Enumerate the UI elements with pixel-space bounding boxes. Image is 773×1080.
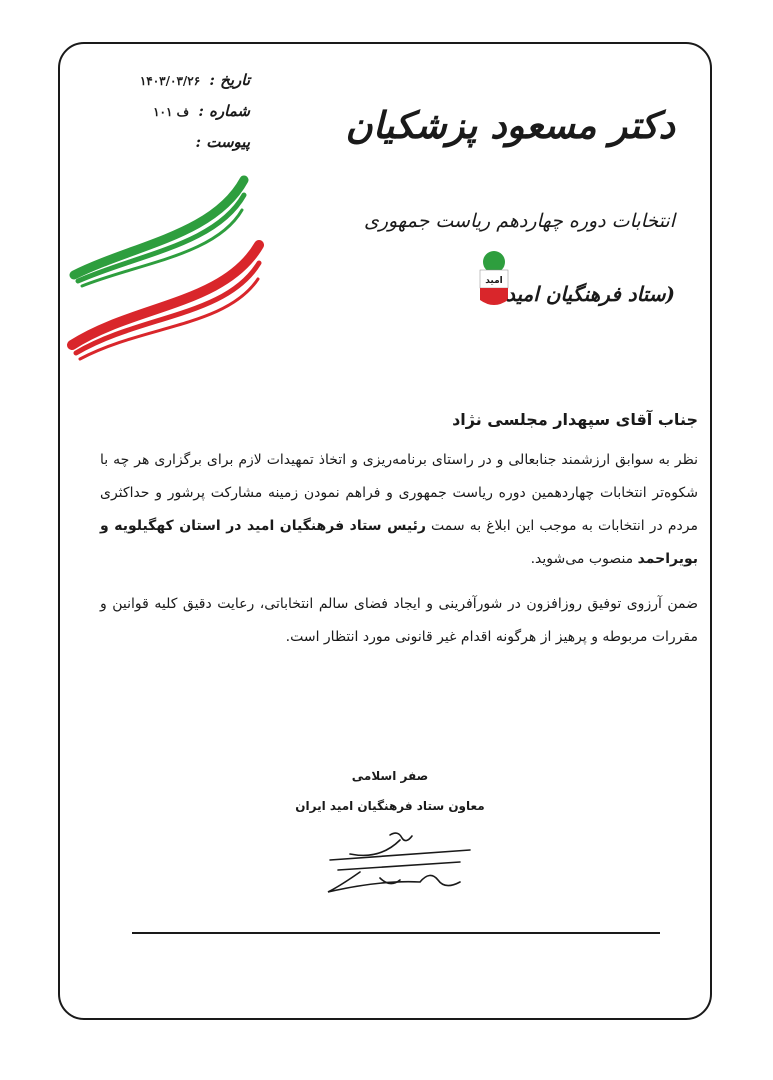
letter-meta — [80, 70, 250, 162]
hq-name: (ستاد فرهنگیان امید — [505, 282, 675, 306]
paragraph-1-position: رئیس ستاد فرهنگیان امید در استان کهگیلویه و بویراحمد — [100, 518, 698, 567]
signature-block — [280, 765, 500, 817]
signatory-name: صفر اسلامی — [351, 769, 429, 783]
date-value: ۱۴۰۳/۰۳/۲۶ — [139, 74, 201, 88]
letterhead-header — [345, 70, 695, 330]
date-row — [80, 70, 250, 91]
svg-text:امید: امید — [485, 276, 503, 286]
number-row — [80, 101, 250, 122]
attachment-label: پیوست : — [195, 133, 250, 151]
paragraph-2: ضمن آرزوی توفیق روزافزون در شورآفرینی و ایجاد فضای سالم انتخاباتی، رعایت دقیق کلیه قوانین و مقررات مربوطه و پرهیز از هرگونه اقدام غیر قانونی مورد انتظار است. — [100, 596, 698, 645]
recipient-line: جناب آقای سپهدار مجلسی نژاد — [452, 410, 698, 429]
election-subtitle: انتخابات دوره چهاردهم ریاست جمهوری — [363, 210, 675, 232]
number-label: شماره : — [198, 102, 250, 120]
paragraph-1 — [100, 444, 698, 576]
flag-ribbon-graphic — [64, 165, 264, 365]
date-label: تاریخ : — [209, 71, 250, 89]
footer-rule — [132, 932, 660, 934]
handwritten-signature — [320, 830, 480, 900]
candidate-title: دکتر مسعود پزشکیان — [345, 103, 675, 147]
paragraph-1-part-a: نظر به سوابق ارزشمند جنابعالی و در راستای برنامه‌ریزی و اتخاذ تمهیدات لازم برای برگزاری هر چه با شکوه‌تر انتخابات چهاردهمین دوره ریاست جمهوری و فراهم نمودن زمینه مشارکت پرشور و حداکثری مردم در انتخابات به موجب این ابلاغ به سمت — [100, 452, 699, 534]
letter-body — [100, 400, 698, 666]
paragraph-1-part-c: منصوب می‌شوید. — [530, 551, 634, 567]
signatory-title: معاون ستاد فرهنگیان امید ایران — [295, 799, 485, 813]
number-value: ف ۱۰۱ — [153, 105, 190, 119]
attachment-row — [80, 132, 250, 152]
